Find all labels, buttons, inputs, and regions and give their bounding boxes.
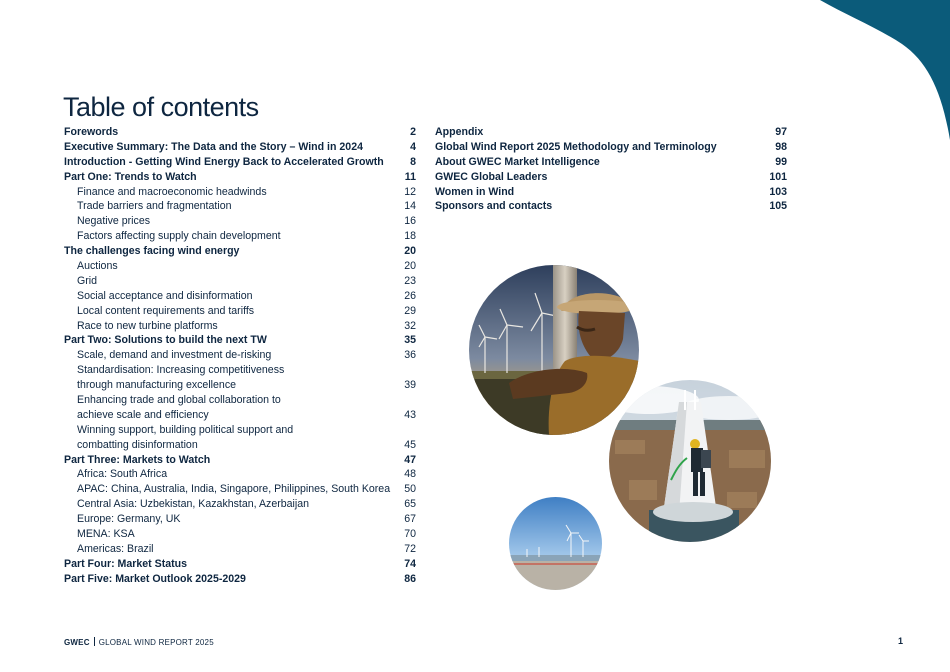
toc-entry-page: 105 [769, 200, 787, 213]
toc-entry-page: 50 [404, 483, 416, 496]
toc-entry-label: Enhancing trade and global collaboration to [77, 394, 281, 407]
photo-offshore-turbines [509, 497, 602, 590]
toc-entry[interactable] [64, 572, 416, 587]
toc-subentry[interactable] [64, 408, 416, 423]
toc-entry-label: MENA: KSA [77, 528, 135, 541]
toc-entry-page: 72 [404, 542, 416, 555]
toc-entry-page: 45 [404, 438, 416, 451]
toc-entry-label: Sponsors and contacts [435, 200, 553, 213]
toc-entry-page: 65 [404, 498, 416, 511]
toc-entry-label: Factors affecting supply chain development [77, 230, 281, 243]
toc-entry-page: 14 [404, 200, 416, 213]
toc-entry-label: Americas: Brazil [77, 542, 154, 555]
toc-entry-page: 99 [775, 155, 787, 168]
toc-entry-label: Central Asia: Uzbekistan, Kazakhstan, Azerbaijan [77, 498, 310, 511]
toc-entry-page: 39 [404, 379, 416, 392]
footer-brand: GWEC [64, 638, 90, 647]
toc-entry-label: APAC: China, Australia, India, Singapore, Philippines, South Korea [77, 483, 391, 496]
page-number: 1 [898, 636, 904, 646]
toc-entry-page: 16 [404, 215, 416, 228]
toc-entry-page: 101 [769, 170, 787, 183]
toc-entry-label: About GWEC Market Intelligence [435, 155, 600, 168]
toc-subentry[interactable] [64, 482, 416, 497]
toc-entry[interactable] [64, 333, 416, 348]
toc-entry-label: Africa: South Africa [77, 468, 168, 481]
toc-entry[interactable] [435, 155, 787, 170]
toc-entry-page: 74 [404, 557, 416, 570]
toc-entry-page: 48 [404, 468, 416, 481]
toc-entry-page: 86 [404, 572, 416, 585]
toc-entry-label: Social acceptance and disinformation [77, 289, 253, 302]
toc-subentry[interactable] [64, 512, 416, 527]
toc-entry-page: 35 [404, 334, 416, 347]
toc-entry-label: GWEC Global Leaders [435, 170, 548, 183]
toc-entry-label: Part Five: Market Outlook 2025-2029 [64, 572, 246, 585]
toc-entry-page: 29 [404, 304, 416, 317]
toc-entry-page: 32 [404, 319, 416, 332]
toc-subentry[interactable] [64, 214, 416, 229]
toc-entry-label: Grid [77, 274, 98, 287]
toc-right-column [435, 125, 787, 214]
toc-entry-label: Standardisation: Increasing competitiveness [77, 364, 285, 377]
toc-entry-page: 98 [775, 140, 787, 153]
footer [64, 637, 214, 647]
toc-entry-page: 20 [404, 260, 416, 273]
toc-entry-page: 20 [404, 245, 416, 258]
toc-subentry[interactable] [64, 274, 416, 289]
toc-left-column [64, 125, 416, 587]
page-title: Table of contents [63, 92, 259, 122]
toc-entry-label: Women in Wind [435, 185, 515, 198]
toc-subentry[interactable] [64, 348, 416, 363]
toc-entry-label: achieve scale and efficiency [77, 408, 209, 421]
toc-entry-page: 12 [404, 185, 416, 198]
toc-entry-page: 26 [404, 289, 416, 302]
toc-entry-label: Finance and macroeconomic headwinds [77, 185, 267, 198]
toc-subentry[interactable] [64, 497, 416, 512]
toc-subentry[interactable] [64, 319, 416, 334]
toc-entry-label: Scale, demand and investment de-risking [77, 349, 272, 362]
toc-entry-label: combatting disinformation [77, 438, 198, 451]
toc-entry[interactable] [435, 125, 787, 140]
toc-entry-label: Local content requirements and tariffs [77, 304, 255, 317]
toc-entry-label: Part Three: Markets to Watch [64, 453, 211, 466]
toc-entry-page: 23 [404, 274, 416, 287]
toc-subentry[interactable] [64, 229, 416, 244]
toc-subentry[interactable] [64, 199, 416, 214]
toc-entry-label: Trade barriers and fragmentation [77, 200, 232, 213]
toc-entry[interactable] [64, 244, 416, 259]
toc-entry[interactable] [435, 199, 787, 214]
toc-entry-label: Part One: Trends to Watch [64, 170, 197, 183]
toc-entry-label: Auctions [77, 260, 118, 273]
toc-subentry[interactable] [64, 423, 416, 438]
photo-technician-nacelle [609, 380, 771, 542]
toc-entry-page: 18 [404, 230, 416, 243]
toc-entry-page: 103 [769, 185, 787, 198]
toc-entry-label: Appendix [435, 126, 484, 138]
toc-subentry[interactable] [64, 542, 416, 557]
toc-entry[interactable] [435, 170, 787, 185]
toc-entry-label: The challenges facing wind energy [64, 245, 240, 258]
toc-entry-page: 11 [404, 170, 416, 183]
toc-entry-page: 43 [404, 408, 416, 421]
toc-subentry[interactable] [64, 289, 416, 304]
toc-entry[interactable] [64, 155, 416, 170]
toc-subentry[interactable] [64, 259, 416, 274]
toc-subentry[interactable] [64, 527, 416, 542]
toc-entry-label: Europe: Germany, UK [77, 513, 181, 526]
toc-entry[interactable] [64, 140, 416, 155]
toc-entry[interactable] [435, 140, 787, 155]
toc-entry-label: Executive Summary: The Data and the Story – Wind in 2024 [64, 140, 363, 153]
toc-subentry[interactable] [64, 438, 416, 453]
toc-entry[interactable] [64, 557, 416, 572]
toc-entry-page: 67 [404, 513, 416, 526]
toc-entry-label: Forewords [64, 126, 119, 138]
toc-entry-label: Global Wind Report 2025 Methodology and Terminology [435, 140, 717, 153]
toc-entry-page: 97 [775, 126, 787, 138]
toc-entry-label: Negative prices [77, 215, 151, 228]
toc-entry-page: 36 [404, 349, 416, 362]
toc-entry[interactable] [64, 170, 416, 185]
toc-entry-page: 8 [410, 155, 416, 168]
toc-subentry[interactable] [64, 393, 416, 408]
toc-entry-page: 47 [404, 453, 416, 466]
toc-subentry[interactable] [64, 467, 416, 482]
footer-report-title: GLOBAL WIND REPORT 2025 [98, 638, 214, 647]
toc-entry-label: through manufacturing excellence [77, 379, 237, 392]
toc-subentry[interactable] [64, 304, 416, 319]
toc-subentry[interactable] [64, 185, 416, 200]
toc-subentry[interactable] [64, 363, 416, 378]
toc-entry-label: Winning support, building political support and [77, 423, 294, 436]
toc-entry[interactable] [435, 185, 787, 200]
toc-subentry[interactable] [64, 378, 416, 393]
toc-entry-page: 4 [410, 140, 416, 153]
toc-entry-label: Part Two: Solutions to build the next TW [64, 334, 267, 347]
toc-entry-label: Part Four: Market Status [64, 557, 188, 570]
toc-entry-page: 2 [410, 126, 416, 138]
toc-entry[interactable] [64, 125, 416, 140]
toc-entry[interactable] [64, 453, 416, 468]
toc-entry-label: Introduction - Getting Wind Energy Back to Accelerated Growth [64, 155, 384, 168]
corner-accent-shape [820, 0, 950, 140]
footer-separator [94, 637, 95, 646]
toc-entry-label: Race to new turbine platforms [77, 319, 218, 332]
toc-entry-page: 70 [404, 528, 416, 541]
